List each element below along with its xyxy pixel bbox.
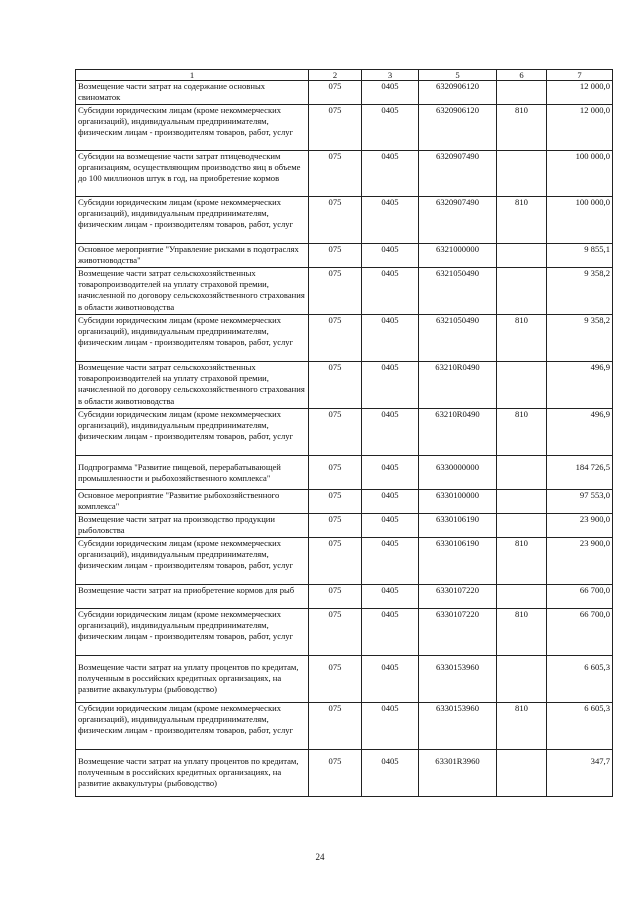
row-section-cell: 0405: [362, 750, 419, 797]
row-publisher-cell: 075: [309, 197, 362, 244]
row-target-article-cell: 6330100000: [419, 490, 497, 514]
column-header-6: 6: [497, 70, 547, 81]
row-publisher-cell: 075: [309, 703, 362, 750]
row-publisher-cell: 075: [309, 151, 362, 197]
table-row: [76, 197, 613, 244]
row-amount-cell: 97 553,0: [547, 490, 613, 514]
row-amount-cell: 6 605,3: [547, 703, 613, 750]
row-publisher-cell: 075: [309, 609, 362, 656]
page-number: 24: [315, 852, 325, 862]
row-expense-type-cell: [497, 362, 547, 409]
column-header-2: 2: [309, 70, 362, 81]
row-publisher-cell: 075: [309, 514, 362, 538]
row-amount-cell: 496,9: [547, 409, 613, 456]
row-name-cell: Субсидии юридическим лицам (кроме некоммерческих организаций), индивидуальным предпринимателям, физическим лицам - производителям товаров, работ, услуг: [76, 538, 309, 585]
row-expense-type-cell: [497, 514, 547, 538]
row-section-cell: 0405: [362, 456, 419, 490]
row-amount-cell: 12 000,0: [547, 81, 613, 105]
table-row: [76, 268, 613, 315]
row-name-cell: Возмещение части затрат на содержание основных свиноматок: [76, 81, 309, 105]
row-target-article-cell: 6330153960: [419, 656, 497, 703]
row-target-article-cell: 6330107220: [419, 609, 497, 656]
row-expense-type-cell: 810: [497, 105, 547, 151]
table-row: [76, 703, 613, 750]
row-section-cell: 0405: [362, 538, 419, 585]
row-amount-cell: 6 605,3: [547, 656, 613, 703]
row-section-cell: 0405: [362, 656, 419, 703]
row-name-cell: Возмещение части затрат на производство продукции рыболовства: [76, 514, 309, 538]
table-body: [76, 81, 613, 797]
table-row: [76, 151, 613, 197]
row-section-cell: 0405: [362, 244, 419, 268]
row-name-cell: Основное мероприятие "Развитие рыбохозяйственного комплекса": [76, 490, 309, 514]
row-target-article-cell: 6321000000: [419, 244, 497, 268]
row-expense-type-cell: [497, 151, 547, 197]
row-name-cell: Субсидии юридическим лицам (кроме некоммерческих организаций), индивидуальным предпринимателям, физическим лицам - производителям товаров, работ, услуг: [76, 409, 309, 456]
column-header-3: 3: [362, 70, 419, 81]
row-expense-type-cell: [497, 456, 547, 490]
row-target-article-cell: 63301R3960: [419, 750, 497, 797]
row-section-cell: 0405: [362, 409, 419, 456]
row-expense-type-cell: [497, 490, 547, 514]
row-publisher-cell: 075: [309, 105, 362, 151]
row-expense-type-cell: [497, 244, 547, 268]
table-row: [76, 490, 613, 514]
row-name-cell: Субсидии юридическим лицам (кроме некоммерческих организаций), индивидуальным предпринимателям, физическим лицам - производителям товаров, работ, услуг: [76, 315, 309, 362]
row-amount-cell: 496,9: [547, 362, 613, 409]
row-expense-type-cell: [497, 81, 547, 105]
row-section-cell: 0405: [362, 609, 419, 656]
row-target-article-cell: 6330106190: [419, 538, 497, 585]
table-row: [76, 514, 613, 538]
row-name-cell: Возмещение части затрат сельскохозяйственных товаропроизводителей на уплату страховой премии, начисленной по договору сельскохозяйственного страхования в области животноводства: [76, 362, 309, 409]
row-name-cell: Основное мероприятие "Управление рисками в подотраслях животноводства": [76, 244, 309, 268]
table-row: [76, 105, 613, 151]
budget-table: [75, 69, 613, 797]
table-row: [76, 409, 613, 456]
column-header-5: 5: [419, 70, 497, 81]
row-publisher-cell: 075: [309, 538, 362, 585]
row-publisher-cell: 075: [309, 409, 362, 456]
row-name-cell: Субсидии юридическим лицам (кроме некоммерческих организаций), индивидуальным предпринимателям, физическим лицам - производителям товаров, работ, услуг: [76, 703, 309, 750]
table-row: [76, 81, 613, 105]
row-expense-type-cell: 810: [497, 197, 547, 244]
row-section-cell: 0405: [362, 81, 419, 105]
row-name-cell: Субсидии юридическим лицам (кроме некоммерческих организаций), индивидуальным предпринимателям, физическим лицам - производителям товаров, работ, услуг: [76, 197, 309, 244]
row-publisher-cell: 075: [309, 244, 362, 268]
row-expense-type-cell: [497, 750, 547, 797]
row-amount-cell: 9 855,1: [547, 244, 613, 268]
table-row: [76, 656, 613, 703]
row-expense-type-cell: 810: [497, 703, 547, 750]
row-section-cell: 0405: [362, 514, 419, 538]
row-publisher-cell: 075: [309, 315, 362, 362]
row-publisher-cell: 075: [309, 362, 362, 409]
row-section-cell: 0405: [362, 362, 419, 409]
row-expense-type-cell: 810: [497, 315, 547, 362]
table-row: [76, 315, 613, 362]
row-target-article-cell: 6330107220: [419, 585, 497, 609]
row-name-cell: Субсидии на возмещение части затрат птицеводческим организациям, осуществляющим производство яиц в объеме до 100 миллионов штук в год, на приобретение кормов: [76, 151, 309, 197]
row-amount-cell: 23 900,0: [547, 538, 613, 585]
row-expense-type-cell: 810: [497, 409, 547, 456]
row-expense-type-cell: [497, 585, 547, 609]
row-target-article-cell: 6330106190: [419, 514, 497, 538]
row-amount-cell: 9 358,2: [547, 268, 613, 315]
row-target-article-cell: 6321050490: [419, 268, 497, 315]
row-amount-cell: 347,7: [547, 750, 613, 797]
row-target-article-cell: 63210R0490: [419, 362, 497, 409]
table-row: [76, 750, 613, 797]
row-publisher-cell: 075: [309, 585, 362, 609]
row-expense-type-cell: 810: [497, 538, 547, 585]
row-name-cell: Возмещение части затрат на уплату процентов по кредитам, полученным в российских кредитных организациях, на развитие аквакультуры (рыбоводство): [76, 656, 309, 703]
row-target-article-cell: 6330153960: [419, 703, 497, 750]
row-publisher-cell: 075: [309, 81, 362, 105]
row-name-cell: Возмещение части затрат сельскохозяйственных товаропроизводителей на уплату страховой премии, начисленной по договору сельскохозяйственного страхования в области животноводства: [76, 268, 309, 315]
header-row: [76, 70, 613, 81]
row-section-cell: 0405: [362, 151, 419, 197]
table-row: [76, 362, 613, 409]
row-target-article-cell: 6320907490: [419, 197, 497, 244]
row-name-cell: Возмещение части затрат на уплату процентов по кредитам, полученным в российских кредитных организациях, на развитие аквакультуры (рыбоводство): [76, 750, 309, 797]
row-section-cell: 0405: [362, 105, 419, 151]
row-amount-cell: 66 700,0: [547, 609, 613, 656]
row-section-cell: 0405: [362, 703, 419, 750]
row-amount-cell: 9 358,2: [547, 315, 613, 362]
row-name-cell: Подпрограмма "Развитие пищевой, перерабатывающей промышленности и рыбохозяйственного комплекса": [76, 456, 309, 490]
row-target-article-cell: 6320907490: [419, 151, 497, 197]
row-expense-type-cell: 810: [497, 609, 547, 656]
table-row: [76, 609, 613, 656]
row-publisher-cell: 075: [309, 490, 362, 514]
row-target-article-cell: 6320906120: [419, 81, 497, 105]
row-target-article-cell: 6320906120: [419, 105, 497, 151]
row-amount-cell: 184 726,5: [547, 456, 613, 490]
row-amount-cell: 66 700,0: [547, 585, 613, 609]
row-amount-cell: 23 900,0: [547, 514, 613, 538]
row-name-cell: Возмещение части затрат на приобретение кормов для рыб: [76, 585, 309, 609]
table-row: [76, 244, 613, 268]
row-expense-type-cell: [497, 656, 547, 703]
row-amount-cell: 12 000,0: [547, 105, 613, 151]
row-target-article-cell: 63210R0490: [419, 409, 497, 456]
row-section-cell: 0405: [362, 268, 419, 315]
row-publisher-cell: 075: [309, 750, 362, 797]
row-publisher-cell: 075: [309, 456, 362, 490]
row-amount-cell: 100 000,0: [547, 151, 613, 197]
table-row: [76, 585, 613, 609]
row-publisher-cell: 075: [309, 268, 362, 315]
row-expense-type-cell: [497, 268, 547, 315]
row-section-cell: 0405: [362, 197, 419, 244]
row-target-article-cell: 6330000000: [419, 456, 497, 490]
row-section-cell: 0405: [362, 585, 419, 609]
row-section-cell: 0405: [362, 315, 419, 362]
row-amount-cell: 100 000,0: [547, 197, 613, 244]
row-name-cell: Субсидии юридическим лицам (кроме некоммерческих организаций), индивидуальным предпринимателям, физическим лицам - производителям товаров, работ, услуг: [76, 105, 309, 151]
column-header-1: 1: [76, 70, 309, 81]
table-row: [76, 538, 613, 585]
row-section-cell: 0405: [362, 490, 419, 514]
row-target-article-cell: 6321050490: [419, 315, 497, 362]
row-publisher-cell: 075: [309, 656, 362, 703]
column-header-7: 7: [547, 70, 613, 81]
table-row: [76, 456, 613, 490]
row-name-cell: Субсидии юридическим лицам (кроме некоммерческих организаций), индивидуальным предпринимателям, физическим лицам - производителям товаров, работ, услуг: [76, 609, 309, 656]
